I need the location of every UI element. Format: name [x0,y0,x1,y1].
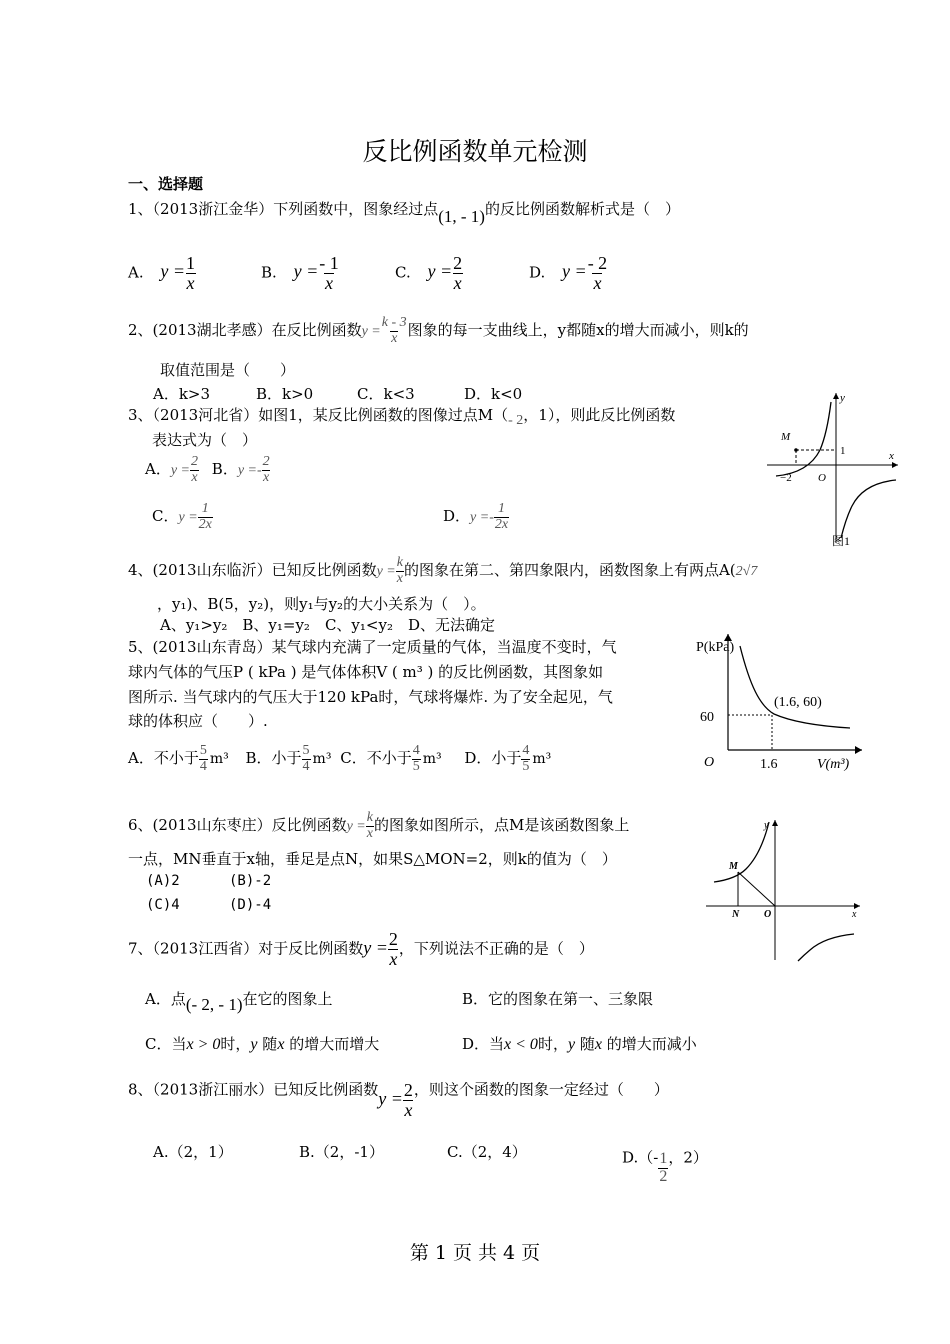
q7-option-d: D．当x < 0时，y 随x 的增大而减小 [462,1035,697,1053]
q6-line2: 一点，MN垂直于x轴，垂足是点N，如果S△MON=2，则k的值为（ ） [128,850,617,868]
page-footer: 第 1 页 共 4 页 [409,1242,541,1264]
q5-line-3: 图所示. 当气球内的气压大于120 kPa时，气球将爆炸. 为了安全起见，气 [128,688,613,706]
fig6-label-n: N [732,909,740,920]
q5-tick-60: 60 [700,710,714,725]
q2-option-b: B．k>0 [256,385,314,403]
q3-line2: 表达式为（ ） [152,431,258,449]
q7-option-c: C．当x > 0时，y 随x 的增大而增大 [145,1035,380,1053]
q4-options: A、y₁>y₂ B、y₁=y₂ C、y₁<y₂ D、无法确定 [160,616,495,634]
q7-option-a: A．点(- 2, - 1)在它的图象上 [145,990,333,1014]
q6-hyperbola-graph [704,814,864,962]
q3-option-c: C．y = $\frac{1}{2x}$ [152,501,212,532]
q8-option-d: D.（- $\frac{1}{2}$ ，2） [622,1148,708,1185]
q6-option-c: (C)4 [146,897,180,913]
q2-option-c: C．k<3 [357,385,415,403]
section-heading: 一、选择题 [128,175,204,193]
q1-option-b: B. y = $\frac{- 1}{x}$ [261,253,339,293]
fig6-label-o: O [764,909,772,920]
q8-option-c: C.（2，4） [447,1143,527,1161]
fig1-label-m: M [781,431,791,443]
q5-origin: O [704,755,715,770]
fig6-label-y: y [764,820,769,831]
question-6: 6、(2013山东枣庄）反比例函数y = $\frac{k}{x}$ 的图象如图所示，点M是该函数图象上 [128,810,630,841]
question-2: 2、(2013湖北孝感）在反比例函数y = $\frac{k - 3}{x}$ 图象的每一支曲线上，y都随x的增大而减小，则k的 [128,315,749,346]
q2-option-d: D．k<0 [464,385,523,403]
q5-line-1: 5、(2013山东青岛）某气球内充满了一定质量的气体，当温度不变时，气 [128,638,617,656]
q1-point: (1, - 1) [438,207,485,226]
q5-options: A．不小于 $\frac{5}{4}$ m³ B．小于 $\frac{5}{4}$ m³ C．不小于 $\frac{4}{5}$ m³ D．小于 $\frac{4}{5}$ m³ [128,743,552,774]
q5-axis-label-p: P(kPa) [696,640,735,655]
q1-option-d: D. y = $\frac{- 2}{x}$ [529,253,608,293]
q6-option-d: (D)-4 [229,897,272,913]
page-title: 反比例函数单元检测 [362,137,588,166]
q3-option-d: D．y =- $\frac{1}{2x}$ [443,501,509,532]
q4-line2: ，y₁)、B(5，y₂)，则y₁与y₂的大小关系为（ ）。 [157,595,486,613]
q1-option-c: C. y = $\frac{2}{x}$ [395,253,463,293]
question-3: 3、（2013河北省）如图1，某反比例函数的图像过点M（- 2，1），则此反比例函数 [128,406,676,428]
fig1-label-neg2: −2 [780,472,792,484]
question-4: 4、(2013山东临沂）已知反比例函数y = $\frac{k}{x}$ 的图象在第二、第四象限内，函数图象上有两点A(2√7 [128,555,758,586]
q5-point-label: (1.6, 60) [774,695,822,710]
q5-pressure-graph [692,626,872,776]
fig1-label-x: x [889,450,894,462]
q6-option-a: (A)2 [146,873,180,889]
q5-line-2: 球内气体的气压P ( kPa ) 是气体体积V ( m³ ) 的反比例函数，其图象如 [128,663,604,681]
question-7: 7、（2013江西省）对于反比例函数y = $\frac{2}{x}$ ，下列说法不正确的是（ ） [128,929,594,969]
question-8: 8、（2013浙江丽水）已知反比例函数y = $\frac{2}{x}$ ，则这个函数的图象一定经过（ ） [128,1080,669,1120]
q6-option-b: (B)-2 [229,873,272,889]
q3-option-a: A．y = $\frac{2}{x}$ B．y =- $\frac{2}{x}$ [145,454,270,485]
fig1-caption: 图1 [832,534,851,548]
q7-option-b: B．它的图象在第一、三象限 [462,990,654,1008]
question-1 [128,198,680,226]
q5-tick-16: 1.6 [760,757,778,772]
fig6-label-m: M [729,861,738,872]
q2-line2: 取值范围是（ ） [160,361,296,379]
q1-option-a: A. y = $\frac{1}{x}$ [128,253,196,293]
q8-option-a: A.（2，1） [153,1143,233,1161]
fig1-label-o: O [818,472,826,484]
fig1-label-1: 1 [840,445,846,457]
q5-axis-label-v: V(m³) [817,757,850,772]
fig1-label-y: y [840,392,845,404]
q8-option-b: B.（2，-1） [299,1143,384,1161]
fig6-label-x: x [852,909,857,920]
q1-text: 1、（2013浙江金华）下列函数中，图象经过点 [128,200,439,218]
q5-line-4: 球的体积应（ ）. [128,712,268,730]
q2-option-a: A．k>3 [153,385,211,403]
q1-text2: 的反比例函数解析式是（ ） [484,200,680,218]
figure-1-graph [762,388,902,550]
